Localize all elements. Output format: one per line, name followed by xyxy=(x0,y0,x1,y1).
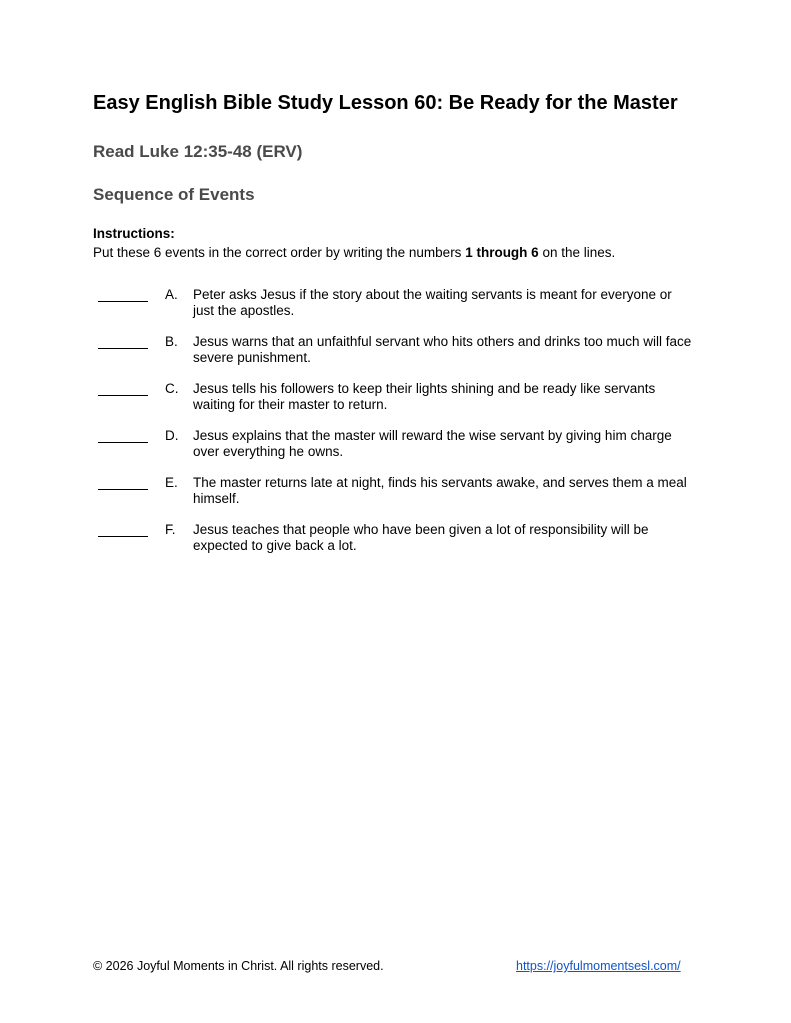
event-text: Jesus tells his followers to keep their lights shining and be ready like servants waiting for their master to return. xyxy=(193,381,656,412)
event-item-f xyxy=(98,522,698,569)
answer-line[interactable] xyxy=(98,301,148,302)
event-text: Jesus explains that the master will reward the wise servant by giving him charge over everything he owns. xyxy=(193,428,672,459)
event-item-a xyxy=(98,287,698,334)
answer-line[interactable] xyxy=(98,489,148,490)
event-list xyxy=(98,287,698,569)
event-text: Peter asks Jesus if the story about the waiting servants is meant for everyone or just the apostles. xyxy=(193,287,672,318)
event-item-d xyxy=(98,428,698,475)
instructions-text-before: Put these 6 events in the correct order by writing the numbers xyxy=(93,245,466,260)
event-letter: A. xyxy=(165,287,178,302)
event-letter: E. xyxy=(165,475,178,490)
event-text: Jesus warns that an unfaithful servant who hits others and drinks too much will face severe punishment. xyxy=(193,334,692,365)
event-letter: F. xyxy=(165,522,176,537)
section-title: Sequence of Events xyxy=(93,185,255,204)
answer-line[interactable] xyxy=(98,536,148,537)
event-item-e xyxy=(98,475,698,522)
answer-line[interactable] xyxy=(98,395,148,396)
footer-website-link[interactable]: https://joyfulmomentsesl.com/ xyxy=(516,959,681,973)
event-item-b xyxy=(98,334,698,381)
event-item-c xyxy=(98,381,698,428)
scripture-reference: Read Luke 12:35-48 (ERV) xyxy=(93,142,303,161)
event-text: The master returns late at night, finds his servants awake, and serves them a meal himself. xyxy=(193,475,687,506)
instructions-text-after: on the lines. xyxy=(538,245,616,260)
instructions-text xyxy=(93,245,615,260)
event-letter: B. xyxy=(165,334,178,349)
event-letter: C. xyxy=(165,381,179,396)
instructions-text-bold: 1 through 6 xyxy=(465,245,539,260)
instructions-heading: Instructions: xyxy=(93,226,175,241)
answer-line[interactable] xyxy=(98,442,148,443)
event-letter: D. xyxy=(165,428,179,443)
answer-line[interactable] xyxy=(98,348,148,349)
event-text: Jesus teaches that people who have been given a lot of responsibility will be expected to give back a lot. xyxy=(193,522,649,553)
footer-copyright: © 2026 Joyful Moments in Christ. All rights reserved. xyxy=(93,959,384,973)
page-title: Easy English Bible Study Lesson 60: Be Ready for the Master xyxy=(93,92,678,114)
